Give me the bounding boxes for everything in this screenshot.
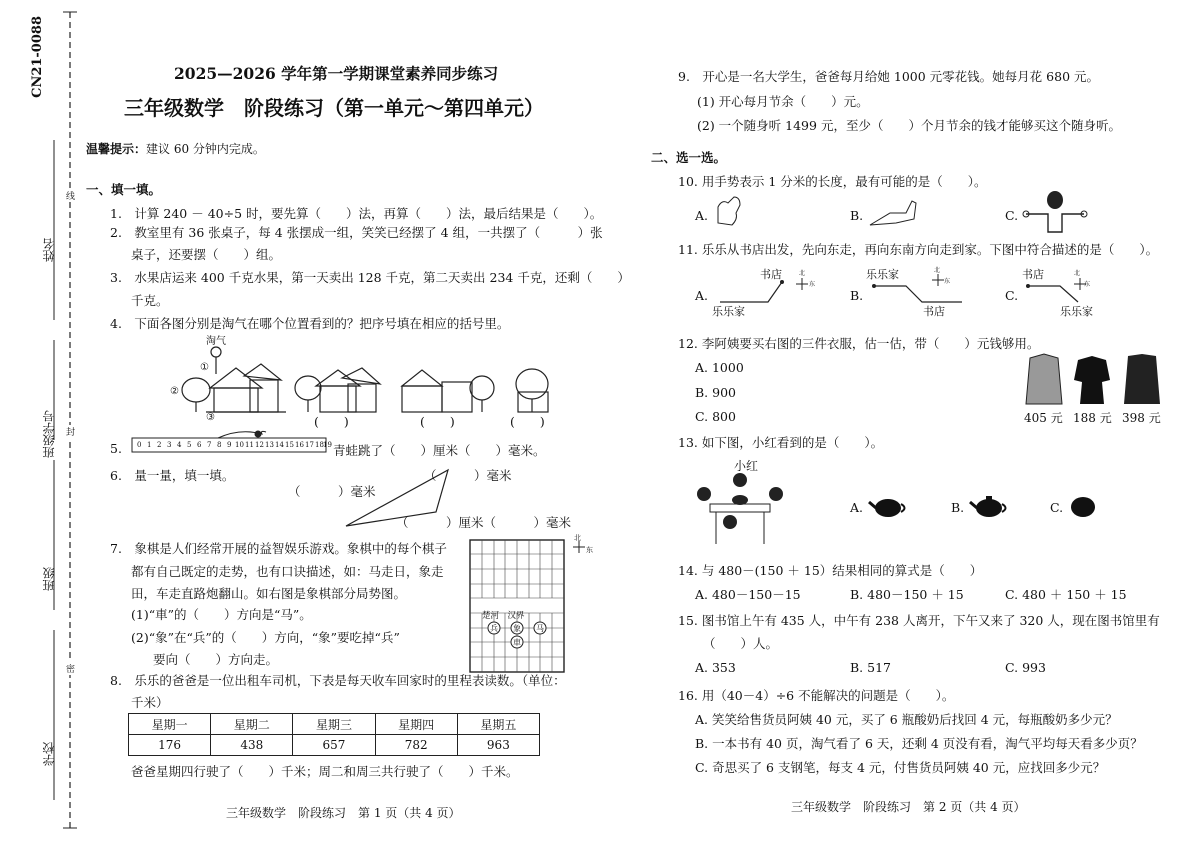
- price-coat: 405 元: [1024, 411, 1063, 425]
- ruler-tick: 12: [255, 441, 264, 449]
- table-header: 星期三: [293, 714, 375, 735]
- q14-option-b[interactable]: B. 480－150 ＋ 15: [850, 587, 964, 602]
- page-title: 2025—2026 学年第一学期课堂素养同步练习: [174, 64, 499, 83]
- teapot-b-icon: [967, 494, 1011, 518]
- clothes-figure: [1020, 352, 1165, 407]
- map-c-north: 北: [1074, 270, 1081, 277]
- price-sweater: 188 元: [1073, 411, 1112, 425]
- ruler-tick: 8: [217, 441, 222, 449]
- question-8-line2: 千米）: [131, 695, 169, 710]
- q12-option-a[interactable]: A. 1000: [695, 360, 744, 375]
- table-header: 星期四: [375, 714, 457, 735]
- q14-option-c[interactable]: C. 480 ＋ 150 ＋ 15: [1005, 587, 1127, 602]
- ruler-tick: 13: [265, 441, 274, 449]
- ruler-tick: 3: [167, 441, 172, 449]
- map-c-east: 东: [1084, 281, 1091, 288]
- question-7-line1: 7. 象棋是人们经常开展的益智娱乐游戏。象棋中的每个棋子: [110, 541, 447, 556]
- ruler-tick: 15: [285, 441, 294, 449]
- ruler-tick: 18: [315, 441, 324, 449]
- ruler-tick: 0: [137, 441, 142, 449]
- q15-option-c[interactable]: C. 993: [1005, 660, 1046, 675]
- map-b-store: 书店: [923, 305, 945, 318]
- question-2-line1: 2. 教室里有 36 张桌子，每 4 张摆成一组，笑笑已经摆了 4 组，一共摆了（ ）张: [110, 225, 603, 240]
- question-16: 16. 用（40－4）÷6 不能解决的问题是（ ）。: [678, 688, 955, 703]
- q16-option-b[interactable]: B. 一本书有 40 页，淘气看了 6 天，还剩 4 页没有看，淘气平均每天看多少页？: [695, 736, 1143, 751]
- question-8-line1: 8. 乐乐的爸爸是一位出租车司机，下表是每天收车回家时的里程表读数。（单位：: [110, 673, 566, 688]
- page-subtitle: 三年级数学 阶段练习（第一单元～第四单元）: [124, 96, 544, 120]
- chess-piece-bing: 兵: [490, 624, 498, 633]
- map-a-north: 北: [799, 270, 806, 277]
- map-a-east: 东: [809, 281, 816, 288]
- mark-1: ①: [200, 362, 209, 373]
- ruler-tick: 1: [147, 441, 152, 449]
- class-field-label: 班级: [42, 567, 56, 591]
- q10-option-a[interactable]: A.: [695, 208, 709, 223]
- ruler-tick: 19: [323, 441, 332, 449]
- question-7-line3: 田，车走直路炮翻山。如右图是象棋部分局势图。: [131, 586, 407, 601]
- ruler-tick: 11: [245, 441, 254, 449]
- q4-figure: [166, 332, 566, 430]
- q4-blank-3[interactable]: ( ): [510, 414, 545, 429]
- tip: [86, 140, 265, 157]
- question-8-line3: 爸爸星期四行驶了（ ）千米；周二和周三共行驶了（ ）千米。: [131, 764, 519, 779]
- taoqi-label: 淘气: [206, 336, 226, 347]
- compass-cross-icon: [572, 540, 586, 554]
- ruler-tick: 6: [197, 441, 202, 449]
- table-header: 星期五: [457, 714, 539, 735]
- question-3-line1: 3. 水果店运来 400 千克水果，第一天卖出 128 千克，第二天卖出 234 千克，还剩（ ）: [110, 270, 630, 285]
- section-1-heading: 一、填一填。: [86, 182, 162, 197]
- question-15-line1: 15. 图书馆上午有 435 人，中午有 238 人离开，下午又来了 320 人，现在图书馆里有: [678, 613, 1160, 628]
- compass-north: 北: [574, 534, 581, 542]
- tip-text: 建议 60 分钟内完成。: [146, 142, 265, 156]
- mark-2: ②: [170, 386, 179, 397]
- price-jacket: 398 元: [1122, 411, 1161, 425]
- q16-option-c[interactable]: C. 奇思买了 6 支钢笔，每支 4 元，付售货员阿姨 40 元，应找回多少元？: [695, 760, 1106, 775]
- houses-figure: [166, 332, 566, 426]
- map-b-home: 乐乐家: [866, 268, 899, 281]
- page-footer-2: 三年级数学 阶段练习 第 2 页（共 4 页）: [791, 800, 1026, 814]
- map-a-store: 书店: [760, 268, 782, 281]
- question-7-sub1: (1)“車”的（ ）方向是“马”。: [131, 607, 312, 622]
- question-7-line2: 都有自己既定的走势，也有口诀描述，如：马走日，象走: [131, 564, 444, 579]
- question-2-line2: 桌子，还要摆（ ）组。: [131, 247, 282, 262]
- q12-option-b[interactable]: B. 900: [695, 385, 736, 400]
- teapot-c-icon: [1068, 493, 1098, 519]
- question-9-sub2: (2) 一个随身听 1499 元，至少（ ）个月节余的钱才能够买这个随身听。: [697, 118, 1121, 133]
- seat-field-label: 班级学号: [42, 410, 56, 458]
- table-header: 星期一: [129, 714, 211, 735]
- cut-mark-xian: 线: [66, 189, 75, 202]
- q11-option-c[interactable]: C.: [1005, 288, 1019, 303]
- page-footer-1: 三年级数学 阶段练习 第 1 页（共 4 页）: [226, 806, 461, 820]
- map-c-home: 乐乐家: [1060, 305, 1093, 318]
- school-field-label: 学校: [42, 742, 56, 766]
- q13-option-c[interactable]: C.: [1050, 500, 1064, 515]
- question-9-sub1: (1) 开心每月节余（ ）元。: [697, 94, 869, 109]
- q15-option-a[interactable]: A. 353: [695, 660, 736, 675]
- q6-label-left: （ ）毫米: [288, 484, 376, 499]
- chess-piece-xiang: 象: [513, 624, 521, 633]
- q4-blank-1[interactable]: ( ): [314, 414, 349, 429]
- q6-label-bottom: （ ）厘米（ ）毫米: [396, 515, 572, 530]
- question-7-sub2: (2)“象”在“兵”的（ ）方向，“象”要吃掉“兵”: [131, 630, 400, 645]
- table-cell: 438: [211, 735, 293, 756]
- question-10: 10. 用手势表示 1 分米的长度，最有可能的是（ ）。: [678, 174, 987, 189]
- map-c-store: 书店: [1022, 268, 1044, 281]
- table-cell: 657: [293, 735, 375, 756]
- chess-piece-ma: 马: [536, 624, 544, 633]
- cut-mark-mi: 密: [66, 662, 75, 675]
- ruler-tick: 2: [157, 441, 162, 449]
- arms-gesture-c-icon: [1020, 188, 1090, 234]
- question-7-sub2b: 要向（ ）方向走。: [153, 652, 279, 667]
- q11-option-b[interactable]: B.: [850, 288, 864, 303]
- section-2-heading: 二、选一选。: [651, 150, 727, 165]
- ruler-tick: 7: [207, 441, 212, 449]
- question-6: 6. 量一量，填一填。: [110, 468, 235, 483]
- q12-option-c[interactable]: C. 800: [695, 409, 736, 424]
- q10-option-c[interactable]: C.: [1005, 208, 1019, 223]
- question-4: 4. 下面各图分别是淘气在哪个位置看到的？把序号填在相应的括号里。: [110, 316, 510, 331]
- ruler-tick: 10: [235, 441, 244, 449]
- xiaohong-label: 小红: [734, 459, 759, 473]
- question-1: 1. 计算 240 － 40÷5 时，要先算（ ）法，再算（ ）法，最后结果是（ ）。: [110, 206, 603, 221]
- ruler-tick: 14: [275, 441, 284, 449]
- map-b-north: 北: [934, 267, 941, 274]
- chess-river-label: 楚河 汉界: [482, 611, 525, 621]
- q14-option-a[interactable]: A. 480－150－15: [695, 587, 801, 602]
- question-5-text: 青蛙跳了（ ）厘米（ ）毫米。: [333, 443, 546, 458]
- ruler-tick: 17: [305, 441, 314, 449]
- q15-option-b[interactable]: B. 517: [850, 660, 891, 675]
- name-field-label: 姓名: [42, 238, 56, 262]
- q13-option-b[interactable]: B.: [951, 500, 965, 515]
- map-b-east: 东: [944, 278, 951, 285]
- chess-piece-che: 車: [513, 638, 521, 647]
- ruler-tick: 5: [187, 441, 192, 449]
- tip-label: 温馨提示：: [86, 142, 147, 156]
- q6-label-right: （ ）毫米: [424, 468, 512, 483]
- ruler-tick: 4: [177, 441, 182, 449]
- question-12: 12. 李阿姨要买右图的三件衣服，估一估，带（ ）元钱够用。: [678, 336, 1040, 351]
- cut-mark-feng: 封: [66, 425, 75, 438]
- teapot-a-icon: [866, 494, 910, 518]
- question-14: 14. 与 480－(150 ＋ 15）结果相同的算式是（ ）: [678, 563, 983, 578]
- table-scene-figure: [690, 470, 790, 550]
- hand-gesture-a-icon: [712, 193, 746, 229]
- hand-gesture-b-icon: [866, 193, 926, 229]
- question-5-number: 5.: [110, 441, 122, 456]
- ruler-tick: 16: [295, 441, 304, 449]
- exam-code: CN21-0088: [30, 16, 45, 98]
- q16-option-a[interactable]: A. 笑笑给售货员阿姨 40 元，买了 6 瓶酸奶后找回 4 元，每瓶酸奶多少元？: [695, 712, 1118, 727]
- q11-option-a[interactable]: A.: [695, 288, 709, 303]
- table-cell: 782: [375, 735, 457, 756]
- question-11: 11. 乐乐从书店出发，先向东走，再向东南方向走到家。下图中符合描述的是（ ）。: [678, 242, 1159, 257]
- map-a-home: 乐乐家: [712, 305, 745, 318]
- table-header-row: [129, 714, 540, 735]
- question-9-line1: 9. 开心是一名大学生，爸爸每月给她 1000 元零花钱。她每月花 680 元。: [678, 69, 1099, 84]
- q10-option-b[interactable]: B.: [850, 208, 864, 223]
- question-3-line2: 千克。: [131, 293, 169, 308]
- ruler-tick: 9: [227, 441, 232, 449]
- table-row: [129, 735, 540, 756]
- question-15-line2: （ ）人。: [703, 636, 779, 651]
- table-header: 星期二: [211, 714, 293, 735]
- mark-3: ③: [206, 412, 215, 423]
- q4-blank-2[interactable]: ( ): [420, 414, 455, 429]
- table-cell: 176: [129, 735, 211, 756]
- odometer-table: [128, 713, 540, 756]
- q13-option-a[interactable]: A.: [850, 500, 864, 515]
- chess-board: [468, 538, 578, 676]
- question-13: 13. 如下图，小红看到的是（ ）。: [678, 435, 884, 450]
- table-cell: 963: [457, 735, 539, 756]
- compass-east: 东: [586, 546, 593, 554]
